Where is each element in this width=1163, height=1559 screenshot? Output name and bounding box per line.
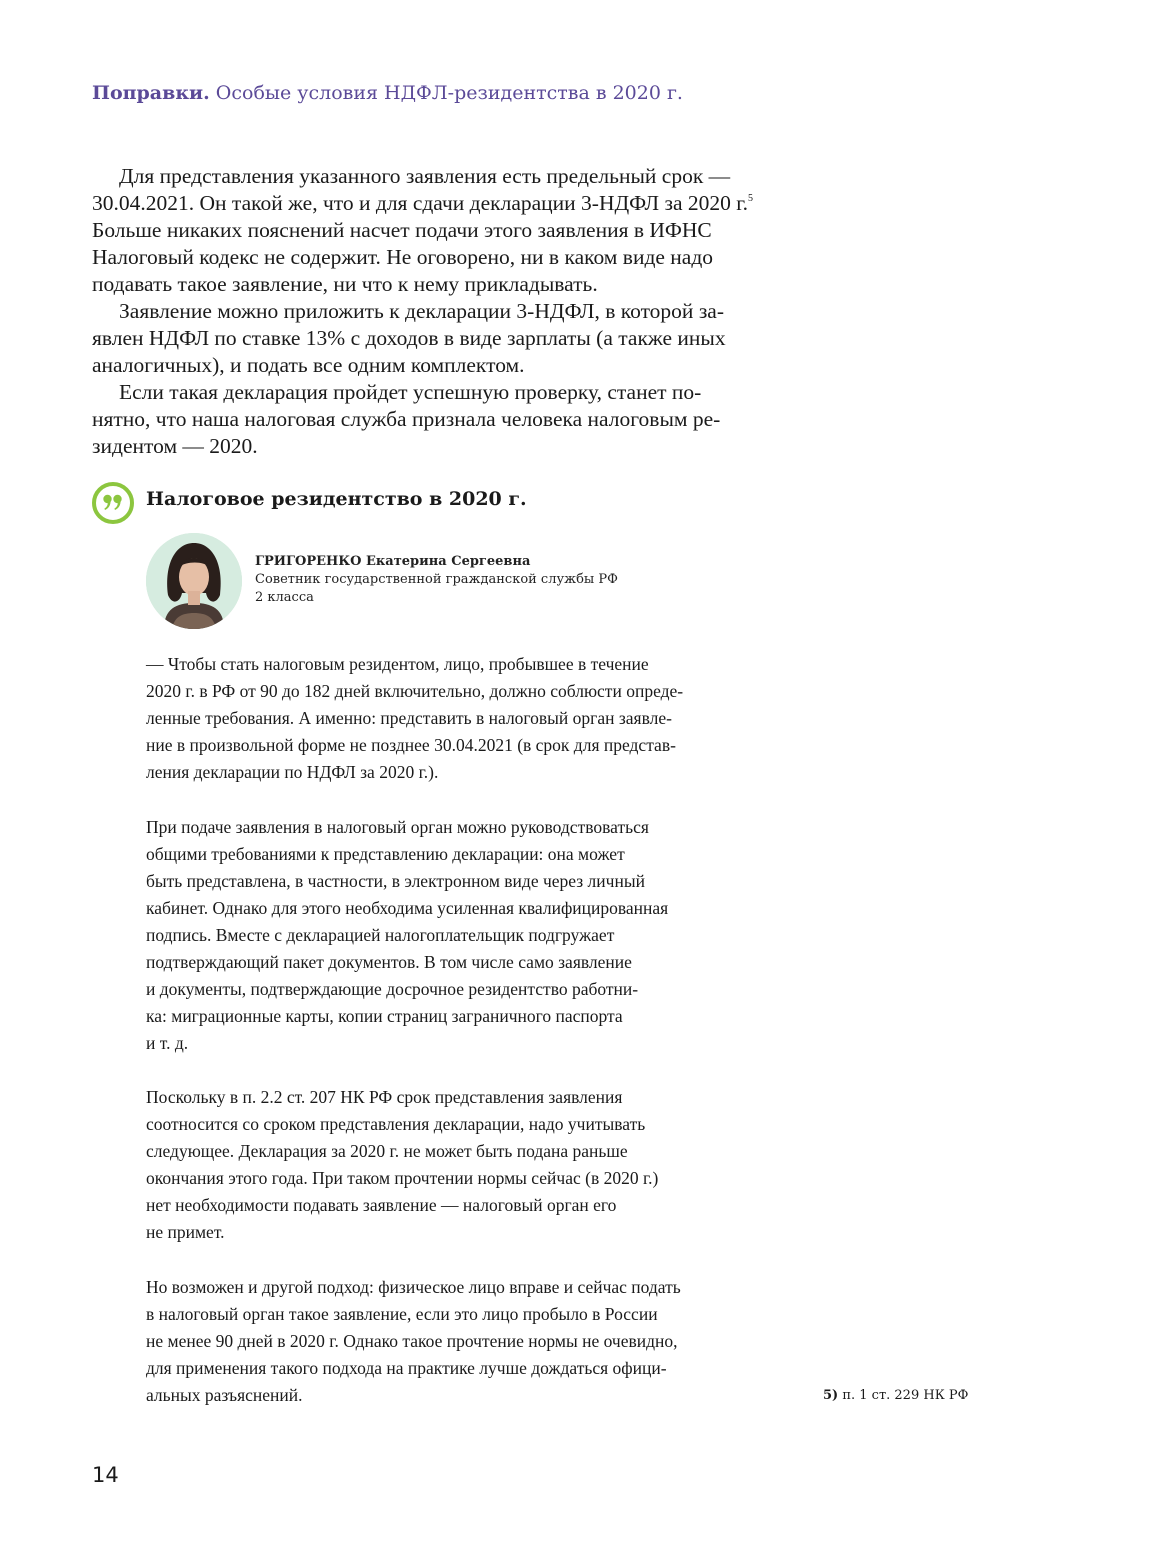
text-line: окончания этого года. При таком прочтении нормы сейчас (в 2020 г.)	[146, 1168, 659, 1188]
text-line: Но возможен и другой подход: физическое лицо вправе и сейчас подать	[146, 1277, 681, 1297]
text-line: не примет.	[146, 1222, 225, 1242]
footnote-reference: 5	[748, 193, 754, 204]
running-header	[92, 82, 683, 104]
text-line: Налоговый кодекс не содержит. Не оговорено, ни в каком виде надо	[92, 245, 714, 269]
text-line: нятно, что наша налоговая служба признала человека налоговым ре-	[92, 407, 721, 431]
text-line: для применения такого подхода на практике лучше дождаться офици-	[146, 1358, 667, 1378]
page-number: 14	[92, 1463, 119, 1487]
text-line: Больше никаких пояснений насчет подачи этого заявления в ИФНС	[92, 218, 712, 242]
author-position: 2 класса	[255, 590, 314, 605]
header-section: Поправки.	[92, 82, 210, 104]
text-line: ка: миграционные карты, копии страниц заграничного паспорта	[146, 1006, 623, 1026]
quote-paragraph	[146, 651, 761, 786]
author-avatar	[146, 533, 242, 629]
text-line: следующее. Декларация за 2020 г. не может быть подана раньше	[146, 1141, 628, 1161]
text-line: 30.04.2021. Он такой же, что и для сдачи декларации 3-НДФЛ за 2020 г.$^5$	[92, 191, 754, 215]
author-position: Советник государственной гражданской службы РФ	[255, 572, 618, 587]
text-line: подавать такое заявление, ни что к нему прикладывать.	[92, 272, 598, 296]
text-line: Если такая декларация пройдет успешную проверку, станет по-	[119, 380, 702, 404]
text-line: подпись. Вместе с декларацией налогоплательщик подгружает	[146, 925, 615, 945]
text-line: в налоговый орган такое заявление, если это лицо пробыло в России	[146, 1304, 658, 1324]
text-line: Для представления указанного заявления есть предельный срок —	[119, 164, 731, 188]
text-line: нет необходимости подавать заявление — налоговый орган его	[146, 1195, 617, 1215]
text-line: и т. д.	[146, 1033, 189, 1053]
text-line: ние в произвольной форме не позднее 30.04.2021 (в срок для представ-	[146, 735, 676, 755]
text-line: ления декларации по НДФЛ за 2020 г.).	[146, 762, 439, 782]
text-line: подтверждающий пакет документов. В том числе само заявление	[146, 952, 632, 972]
text-line: явлен НДФЛ по ставке 13% с доходов в виде зарплаты (а также иных	[92, 326, 726, 350]
quote-paragraph	[146, 1084, 761, 1246]
quote-box-title: Налоговое резидентство в 2020 г.	[146, 488, 527, 510]
author-name: ГРИГОРЕНКО Екатерина Сергеевна	[255, 554, 531, 569]
text-line: Заявление можно приложить к декларации 3-НДФЛ, в которой за-	[119, 299, 725, 323]
text-line: общими требованиями к представлению декларации: она может	[146, 844, 625, 864]
header-title: Особые условия НДФЛ-резидентства в 2020 г.	[215, 82, 683, 104]
text-line: кабинет. Однако для этого необходима усиленная квалифицированная	[146, 898, 669, 918]
text-line: ленные требования. А именно: представить в налоговый орган заявле-	[146, 708, 672, 728]
text-line: аналогичных), и подать все одним комплектом.	[92, 353, 525, 377]
text-line: При подаче заявления в налоговый орган можно руководствоваться	[146, 817, 649, 837]
text-line: быть представлена, в частности, в электронном виде через личный	[146, 871, 645, 891]
text-line: Поскольку в п. 2.2 ст. 207 НК РФ срок представления заявления	[146, 1087, 623, 1107]
text-line: не менее 90 дней в 2020 г. Однако такое прочтение нормы не очевидно,	[146, 1331, 678, 1351]
text-line: зидентом — 2020.	[92, 434, 258, 458]
footnote	[823, 1388, 968, 1403]
main-body-text	[92, 163, 770, 460]
quote-paragraph	[146, 814, 761, 1057]
author-info	[255, 553, 618, 607]
quote-icon	[92, 482, 134, 524]
text-line: соотносится со сроком представления декларации, надо учитывать	[146, 1114, 646, 1134]
text-line: — Чтобы стать налоговым резидентом, лицо, пробывшее в течение	[146, 654, 649, 674]
footnote-number: 5)	[823, 1388, 839, 1403]
text-line: 2020 г. в РФ от 90 до 182 дней включительно, должно соблюсти опреде-	[146, 681, 684, 701]
footnote-text: п. 1 ст. 229 НК РФ	[842, 1388, 969, 1403]
text-line: альных разъяснений.	[146, 1385, 303, 1405]
quote-paragraph	[146, 1274, 761, 1409]
text-line: и документы, подтверждающие досрочное резидентство работни-	[146, 979, 639, 999]
